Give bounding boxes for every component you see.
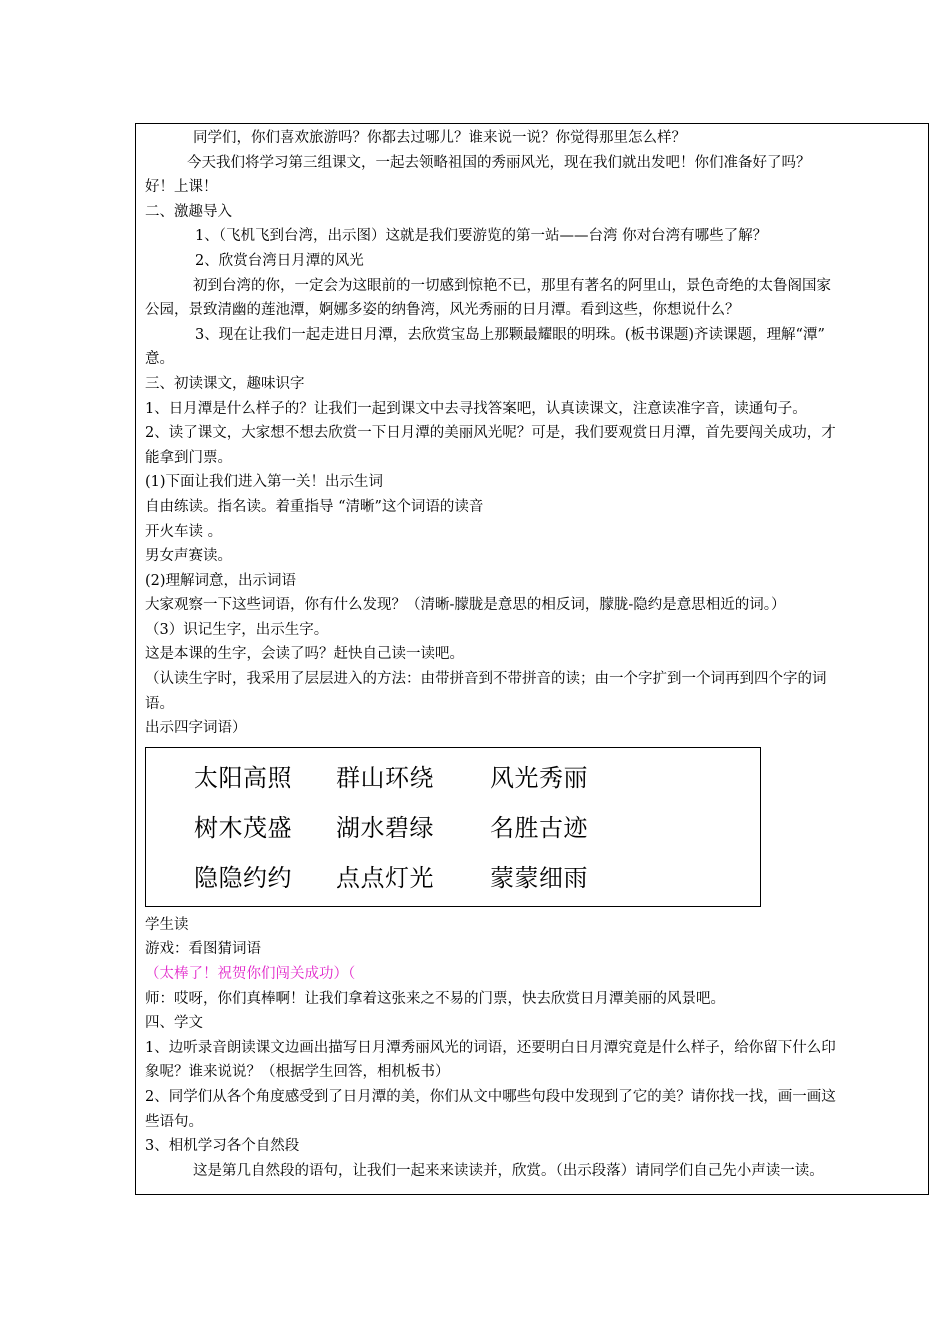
text-line: 公园，景致清幽的莲池潭，婀娜多姿的纳鲁湾，风光秀丽的日月潭。看到这些，你想说什么？: [145, 302, 740, 319]
vocab-word: 隐隐约约: [194, 863, 292, 892]
vocab-row: [146, 760, 760, 796]
text-line: 1、（飞机飞到台湾，出示图）这就是我们要游览的第一站——台湾 你对台湾有哪些了解？: [195, 228, 768, 245]
text-line: 四、学文: [145, 1015, 203, 1032]
vocab-word: 太阳高照: [194, 763, 292, 792]
text-line: (1)下面让我们进入第一关！出示生词: [145, 474, 384, 491]
text-line: 2、读了课文，大家想不想去欣赏一下日月潭的美丽风光呢？可是，我们要观赏日月潭，首先要闯关成功，才: [145, 425, 836, 442]
text-line: 出示四字词语）: [145, 720, 247, 737]
text-line: 些语句。: [145, 1113, 203, 1130]
text-line: 学生读: [145, 916, 189, 933]
text-line: 这是本课的生字，会读了吗？赶快自己读一读吧。: [145, 646, 464, 663]
text-line: 语。: [145, 695, 174, 712]
vocab-word: 蒙蒙细雨: [490, 863, 588, 892]
vocab-row: [146, 860, 760, 896]
vocab-word: 湖水碧绿: [336, 813, 434, 842]
text-line: 1、边听录音朗读课文边画出描写日月潭秀丽风光的词语，还要明白日月潭究竟是什么样子，给你留下什么印: [145, 1039, 836, 1056]
vocab-word: 风光秀丽: [490, 763, 588, 792]
lesson-content: [145, 126, 925, 1183]
vocab-row: [146, 810, 760, 846]
lesson-text-top: [145, 126, 925, 741]
text-line: 2、欣赏台湾日月潭的风光: [195, 252, 364, 269]
text-line: 3、现在让我们一起走进日月潭，去欣赏宝岛上那颗最耀眼的明珠。(板书课题)齐读课题，理解“潭”: [195, 326, 825, 343]
text-line: 能拿到门票。: [145, 449, 232, 466]
text-line: （认读生字时，我采用了层层进入的方法：由带拼音到不带拼音的读；由一个字扩到一个词再到四个字的词: [145, 671, 827, 688]
text-line: 初到台湾的你，一定会为这眼前的一切感到惊艳不已，那里有著名的阿里山，景色奇绝的太鲁阁国家: [193, 277, 831, 294]
text-line: 3、相机学习各个自然段: [145, 1138, 300, 1155]
vocab-word: 名胜古迹: [490, 813, 588, 842]
text-line: 二、激趣导入: [145, 203, 232, 220]
text-line: (2)理解词意，出示词语: [145, 572, 297, 589]
text-line: 开火车读 。: [145, 523, 223, 540]
text-line: 师：哎呀，你们真棒啊！让我们拿着这张来之不易的门票，快去欣赏日月潭美丽的风景吧。: [145, 990, 725, 1007]
text-line: 自由练读。指名读。着重指导 “清晰”这个词语的读音: [145, 498, 484, 515]
text-line: 男女声赛读。: [145, 548, 232, 565]
text-line: 2、同学们从各个角度感受到了日月潭的美，你们从文中哪些句段中发现到了它的美？请你找一找，画一画这: [145, 1089, 836, 1105]
text-line: 游戏：看图猜词语: [145, 941, 261, 958]
text-line: 好！上课！: [145, 179, 218, 196]
text-line: 同学们，你们喜欢旅游吗？你都去过哪儿？谁来说一说？你觉得那里怎么样？: [193, 130, 686, 146]
lesson-text-bottom: [145, 913, 925, 1184]
four-character-words-box: [145, 747, 761, 907]
text-line: 意。: [145, 351, 174, 368]
vocab-word: 群山环绕: [336, 763, 434, 792]
text-line: 这是第几自然段的语句，让我们一起来来读读并，欣赏。（出示段落）请同学们自己先小声读一读。: [193, 1162, 824, 1179]
vocab-word: 点点灯光: [336, 863, 434, 892]
text-line: 三、初读课文，趣味识字: [145, 375, 305, 392]
text-line: 大家观察一下这些词语，你有什么发现？（清晰-朦胧是意思的相反词，朦胧-隐约是意思相近的词。）: [145, 597, 786, 614]
text-line: （太棒了！祝贺你们闯关成功）（: [145, 966, 356, 983]
text-line: 1、日月潭是什么样子的？让我们一起到课文中去寻找答案吧，认真读课文，注意读准字音，读通句子。: [145, 400, 807, 417]
text-line: 象呢？谁来说说？（根据学生回答，相机板书）: [145, 1064, 450, 1081]
text-line: 今天我们将学习第三组课文，一起去领略祖国的秀丽风光，现在我们就出发吧！你们准备好了吗？: [187, 154, 811, 171]
text-line: （3）识记生字，出示生字。: [145, 621, 329, 638]
vocab-word: 树木茂盛: [194, 813, 292, 842]
